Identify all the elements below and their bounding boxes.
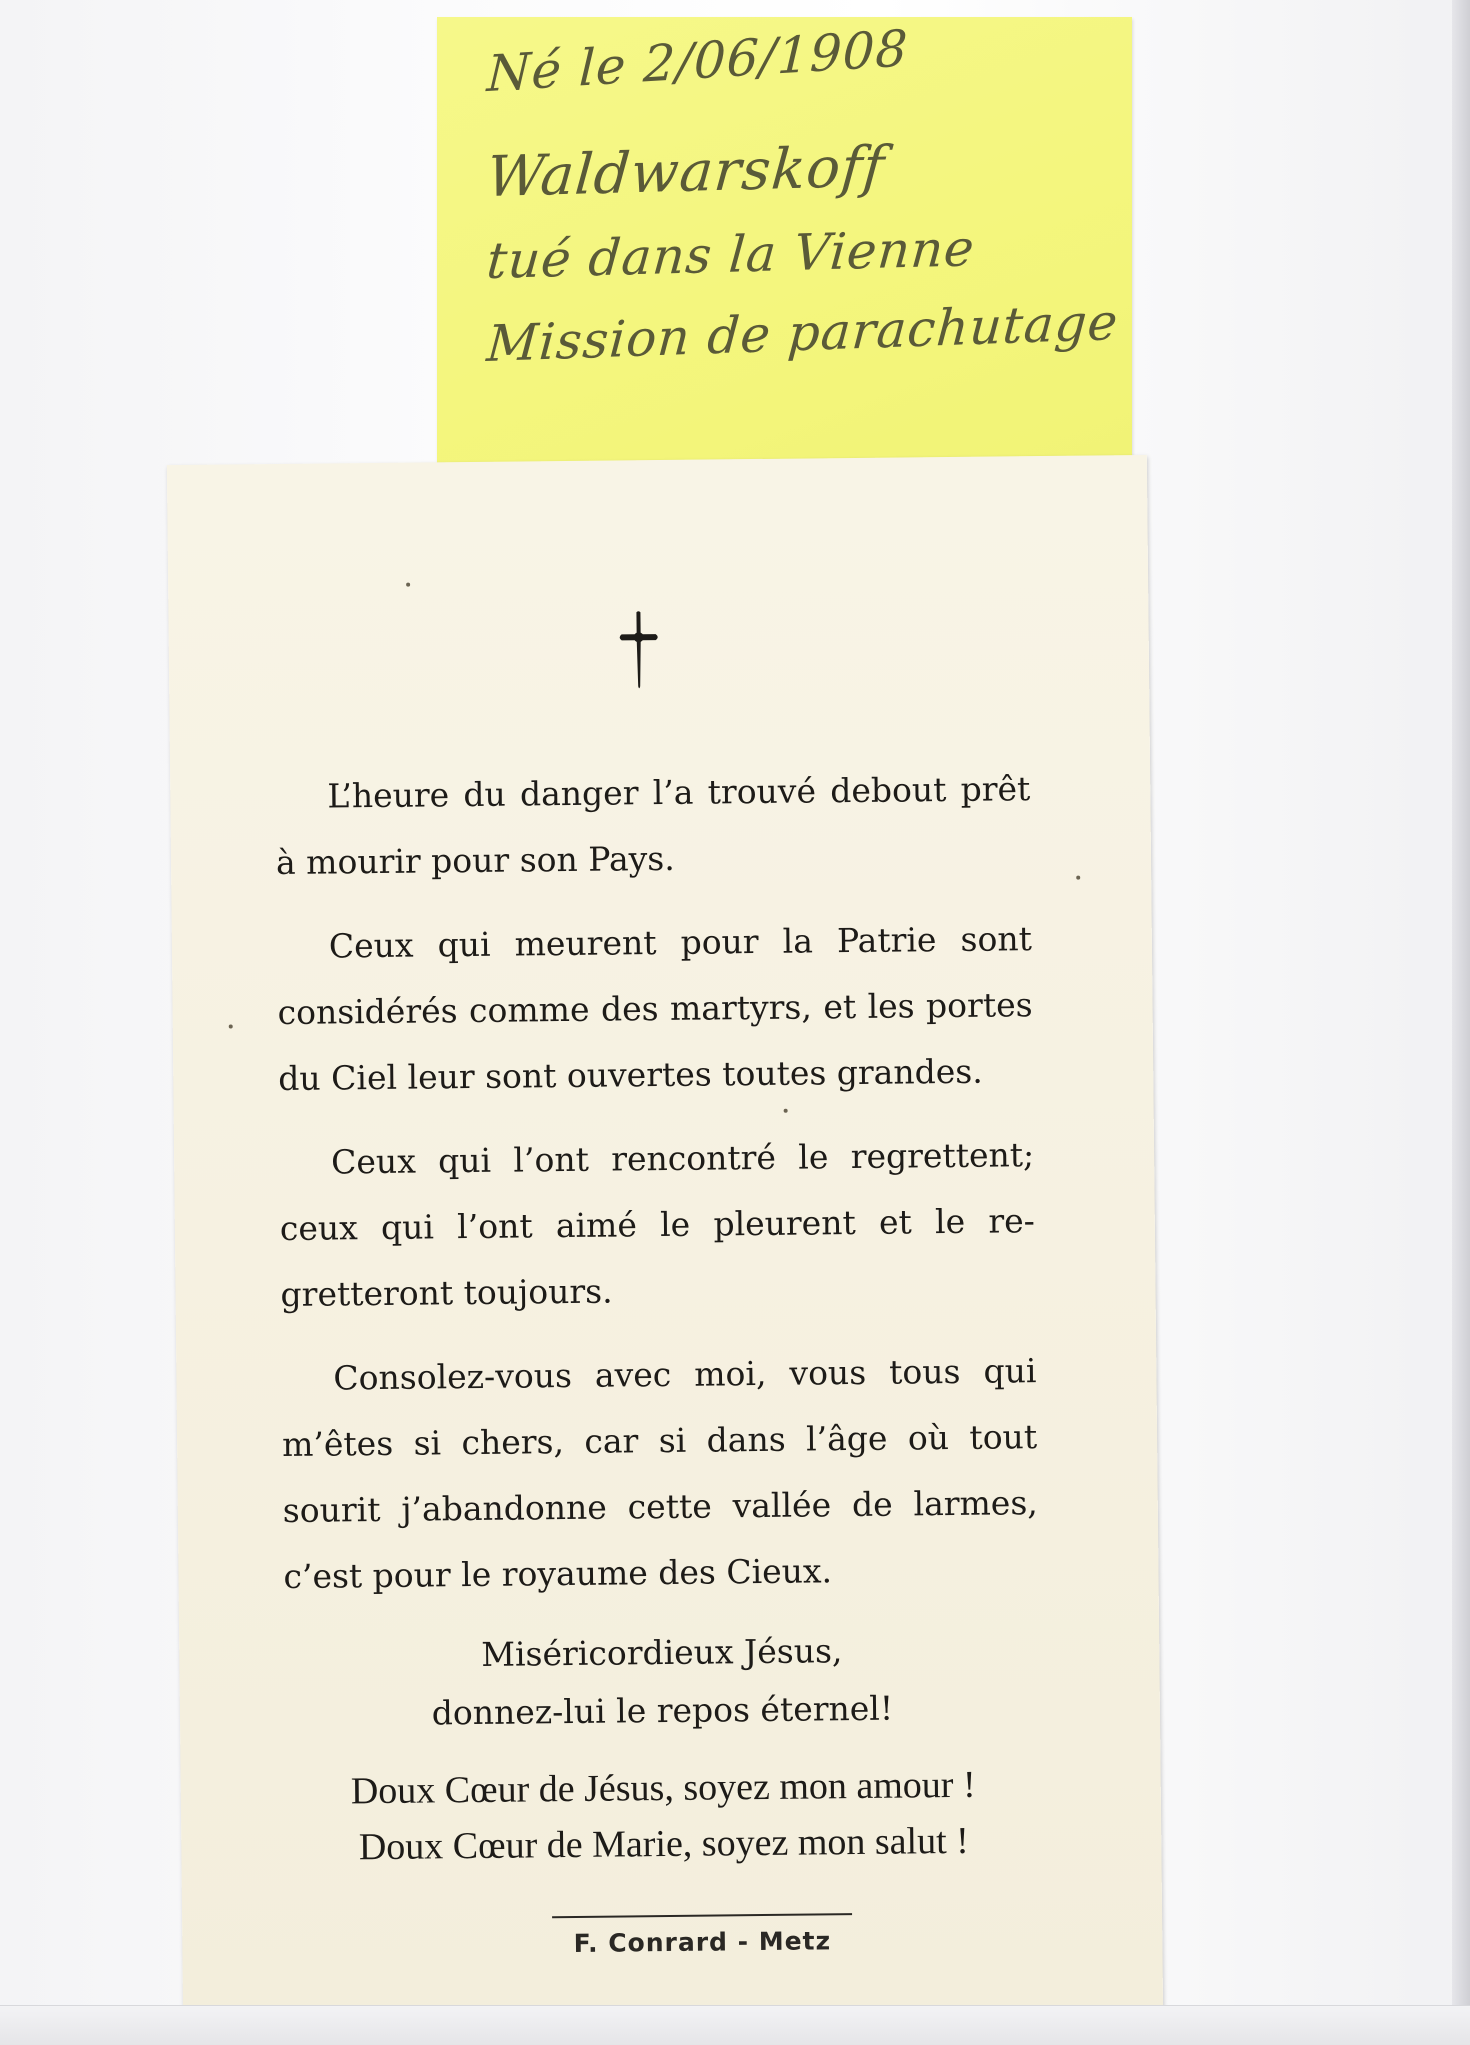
note-line-death: tué dans la Vienne bbox=[484, 219, 977, 291]
footer-rule bbox=[552, 1913, 852, 1918]
paragraph-martyrs: Ceux qui meurent pour la Patrie sont considérés comme des martyrs, et les portes du Ciel leur sont ouvertes toutes grandes. bbox=[277, 919, 1033, 1099]
memorial-card bbox=[167, 455, 1163, 2025]
paper-speck bbox=[229, 1025, 233, 1029]
paragraph-consolation: Consolez-vous avec moi, vous tous qui m’êtes si chers, car si dans l’âge où tout sourit j’abandonne cette vallée de larmes, c’est pour le royaume des Cieux. bbox=[281, 1351, 1038, 1597]
paragraph-regret: Ceux qui l’ont rencontré le regrettent; ceux qui l’ont aimé le pleurent et le re-gretteront toujours. bbox=[279, 1135, 1036, 1315]
plastic-sleeve-bottom bbox=[0, 2005, 1470, 2045]
printer-credit: F. Conrard - Metz bbox=[573, 1926, 832, 1958]
note-line-name: Waldwarskoff bbox=[484, 134, 888, 211]
plastic-sleeve-edge bbox=[1452, 0, 1470, 2044]
paragraph-danger: L’heure du danger l’a trouvé debout prêt à mourir pour son Pays. bbox=[275, 769, 1031, 883]
invocation-line: Doux Cœur de Marie, soyez mon salut ! bbox=[358, 1819, 970, 1869]
prayer-line: donnez-lui le repos éternel! bbox=[431, 1688, 894, 1733]
paper-speck bbox=[1076, 876, 1080, 880]
note-line-mission: Mission de parachutage bbox=[484, 292, 1121, 374]
invocation-line: Doux Cœur de Jésus, soyez mon amour ! bbox=[350, 1763, 976, 1813]
prayer-line: Miséricordieux Jésus, bbox=[481, 1631, 843, 1674]
note-line-birth: Né le 2/06/1908 bbox=[485, 19, 910, 104]
cross-icon bbox=[615, 610, 662, 690]
prayer bbox=[284, 1620, 1040, 1744]
paper-speck bbox=[406, 583, 410, 587]
card-text bbox=[275, 756, 1042, 1876]
invocations bbox=[285, 1756, 1041, 1876]
